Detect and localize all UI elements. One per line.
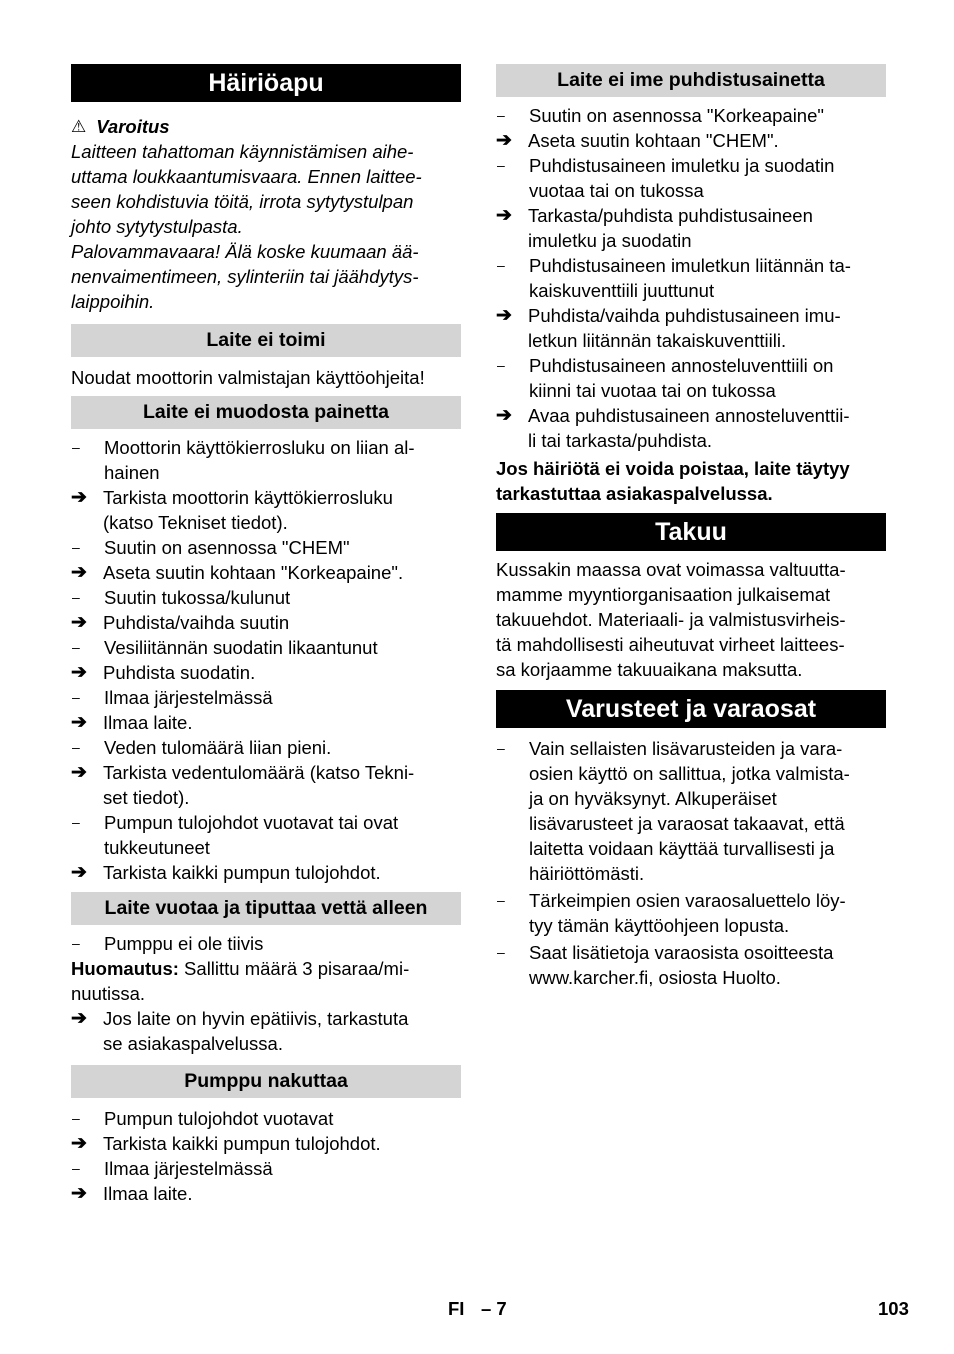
- warning-line: Laitteen tahattoman käynnistämisen aihe-: [71, 141, 414, 162]
- section-heading-laite-ei-toimi: Laite ei toimi: [71, 324, 461, 357]
- item-line: Puhdistusaineen imuletku ja suodatin: [529, 155, 835, 176]
- item-text: [103, 860, 381, 885]
- arrow-icon: ➔: [71, 562, 87, 583]
- action-item: [71, 710, 461, 735]
- dash-marker: –: [72, 814, 80, 830]
- action-item: [71, 760, 461, 810]
- item-text: [104, 585, 290, 610]
- item-text: [528, 128, 779, 153]
- item-line: set tiedot).: [103, 787, 190, 808]
- item-text: [103, 1181, 192, 1206]
- item-text: [103, 760, 414, 810]
- accessories-list: [496, 736, 886, 990]
- action-item: [71, 860, 461, 885]
- item-text: [103, 560, 403, 585]
- item-text: [104, 810, 398, 860]
- item-line: Tarkista kaikki pumpun tulojohdot.: [103, 1133, 381, 1154]
- arrow-icon: ➔: [71, 1008, 87, 1029]
- dash-marker: –: [497, 740, 505, 756]
- warning-line: Palovammavaara! Älä koske kuumaan ää-: [71, 241, 419, 262]
- item-text: [103, 610, 289, 635]
- item-text: [529, 888, 846, 938]
- cause-item: [71, 585, 461, 610]
- page-number: 103: [878, 1298, 909, 1319]
- item-line: Ilmaa järjestelmässä: [104, 1158, 273, 1179]
- item-text: [529, 103, 824, 128]
- item-text: [104, 435, 415, 485]
- item-line: ja on hyväksynyt. Alkuperäiset: [529, 788, 777, 809]
- item-line: kaiskuventtiili juuttunut: [529, 280, 715, 301]
- item-line: vuotaa tai on tukossa: [529, 180, 704, 201]
- item-line: Puhdistusaineen imuletkun liitännän ta-: [529, 255, 851, 276]
- item-text: [103, 710, 192, 735]
- item-text: [104, 535, 350, 560]
- item-line: Ilmaa laite.: [103, 712, 193, 733]
- trouble-list-pump: [71, 1106, 461, 1206]
- warranty-line: tä mahdollisesti aiheutuvat virheet laittees-: [496, 634, 845, 655]
- dash-marker: –: [497, 357, 505, 373]
- warning-block: [71, 114, 461, 314]
- dash-marker: –: [72, 439, 80, 455]
- item-text: [104, 1156, 273, 1181]
- dash-marker: –: [497, 944, 505, 960]
- action-item: [71, 660, 461, 685]
- trouble-list-detergent: [496, 103, 886, 453]
- note-text: Sallittu määrä 3 pisaraa/mi-: [178, 958, 410, 979]
- item-text: [528, 303, 841, 353]
- item-line: hainen: [104, 462, 160, 483]
- item-line: Saat lisätietoja varaosista osoitteesta: [529, 942, 834, 963]
- action-item: [71, 1181, 461, 1206]
- warning-line: uttama loukkaantumisvaara. Ennen laittee-: [71, 166, 422, 187]
- item-line: imuletku ja suodatin: [528, 230, 692, 251]
- item-line: Tarkasta/puhdista puhdistusaineen: [528, 205, 813, 226]
- item-text: [529, 736, 850, 886]
- warning-title-text: Varoitus: [96, 116, 170, 137]
- item-line: Vesiliitännän suodatin likaantunut: [104, 637, 378, 658]
- item-line: Tarkista vedentulomäärä (katso Tekni-: [103, 762, 415, 783]
- dash-marker: –: [72, 935, 80, 951]
- item-line: Avaa puhdistusaineen annosteluventtii-: [528, 405, 850, 426]
- item-line: Aseta suutin kohtaan "CHEM".: [528, 130, 779, 151]
- item-line: Suutin on asennossa "CHEM": [104, 537, 350, 558]
- arrow-icon: ➔: [71, 1133, 87, 1154]
- item-line: Pumpun tulojohdot vuotavat: [104, 1108, 334, 1129]
- action-item: [496, 403, 886, 453]
- item-line: Tärkeimpien osien varaosaluettelo löy-: [529, 890, 846, 911]
- item-line: Ilmaa järjestelmässä: [104, 687, 273, 708]
- item-line: (katso Tekniset tiedot).: [103, 512, 288, 533]
- section-heading-pumppu-nakuttaa: Pumppu nakuttaa: [71, 1065, 461, 1098]
- note-text-continued: nuutissa.: [71, 983, 146, 1004]
- arrow-icon: ➔: [496, 305, 512, 326]
- dash-marker: –: [72, 589, 80, 605]
- section-heading-laite-ei-muodosta-painetta: Laite ei muodosta painetta: [71, 396, 461, 429]
- dash-marker: –: [72, 1110, 80, 1126]
- cause-item: [71, 1106, 461, 1131]
- action-item: [496, 203, 886, 253]
- item-line: kiinni tai vuotaa tai on tukossa: [529, 380, 776, 401]
- warning-title: [71, 114, 461, 139]
- warning-line: nenvaimentimeen, sylinteriin tai jäähdytys-: [71, 266, 419, 287]
- item-text: [529, 940, 833, 990]
- item-line: Jos laite on hyvin epätiivis, tarkastuta: [103, 1008, 409, 1029]
- heading-takuu: Takuu: [496, 513, 886, 551]
- cause-item: [496, 353, 886, 403]
- dash-marker: –: [72, 689, 80, 705]
- warranty-line: takuuehdot. Materiaali- ja valmistusvirheis-: [496, 609, 846, 630]
- item-text: [103, 1131, 381, 1156]
- cause-item: [496, 888, 886, 938]
- item-text: [104, 1106, 333, 1131]
- item-text: [103, 485, 393, 535]
- cause-item: [71, 535, 461, 560]
- arrow-icon: ➔: [496, 405, 512, 426]
- arrow-icon: ➔: [71, 762, 87, 783]
- item-line: www.karcher.fi, osiosta Huolto.: [529, 967, 781, 988]
- item-line: Pumpun tulojohdot vuotavat tai ovat: [104, 812, 399, 833]
- item-line: li tai tarkasta/puhdista.: [528, 430, 713, 451]
- item-line: osien käyttö on sallittua, jotka valmista-: [529, 763, 850, 784]
- item-line: Puhdista/vaihda suutin: [103, 612, 290, 633]
- action-item: [496, 303, 886, 353]
- item-line: tyy tämän käyttöohjeen lopusta.: [529, 915, 790, 936]
- warning-triangle-icon: ⚠: [71, 117, 87, 136]
- dash-marker: –: [497, 257, 505, 273]
- item-line: Tarkista kaikki pumpun tulojohdot.: [103, 862, 381, 883]
- dash-marker: –: [72, 539, 80, 555]
- footer-language: FI: [448, 1298, 465, 1319]
- cause-item: [71, 435, 461, 485]
- arrow-icon: ➔: [71, 487, 87, 508]
- item-line: Puhdista suodatin.: [103, 662, 256, 683]
- item-line: Tarkista moottorin käyttökierrosluku: [103, 487, 393, 508]
- left-column: [71, 64, 461, 1206]
- dash-marker: –: [72, 1160, 80, 1176]
- item-line: häiriöttömästi.: [529, 863, 645, 884]
- cause-item: [496, 153, 886, 203]
- dash-marker: –: [497, 157, 505, 173]
- service-note: [496, 456, 886, 506]
- arrow-icon: ➔: [71, 662, 87, 683]
- dash-marker: –: [72, 739, 80, 755]
- warning-line: johto sytytystulpasta.: [71, 216, 243, 237]
- item-line: lisävarusteet ja varaosat takaavat, että: [529, 813, 845, 834]
- item-line: Suutin on asennossa "Korkeapaine": [529, 105, 824, 126]
- arrow-icon: ➔: [71, 862, 87, 883]
- heading-varusteet-ja-varaosat: Varusteet ja varaosat: [496, 690, 886, 728]
- item-line: Aseta suutin kohtaan "Korkeapaine".: [103, 562, 404, 583]
- item-line: Puhdista/vaihda puhdistusaineen imu-: [528, 305, 841, 326]
- item-text: [103, 660, 255, 685]
- action-item: [71, 485, 461, 535]
- item-text: [529, 153, 834, 203]
- dash-marker: –: [497, 892, 505, 908]
- cause-item: [71, 1156, 461, 1181]
- action-item: [71, 1006, 461, 1056]
- warranty-line: Kussakin maassa ovat voimassa valtuutta-: [496, 559, 846, 580]
- action-item: [71, 1131, 461, 1156]
- item-text: [528, 203, 813, 253]
- note-label: Huomautus:: [71, 958, 179, 979]
- cause-item: [71, 810, 461, 860]
- item-text: [103, 1006, 408, 1056]
- action-item: [496, 128, 886, 153]
- item-line: Moottorin käyttökierrosluku on liian al-: [104, 437, 415, 458]
- cause-item: [496, 253, 886, 303]
- warning-line: laippoihin.: [71, 291, 155, 312]
- warranty-line: sa korjaamme takuuaikana maksutta.: [496, 659, 803, 680]
- item-line: Puhdistusaineen annosteluventtiili on: [529, 355, 834, 376]
- action-item: [71, 560, 461, 585]
- cause-item: [496, 103, 886, 128]
- warning-line: seen kohdistuvia töitä, irrota sytytystulpan: [71, 191, 414, 212]
- right-column: [496, 64, 886, 990]
- cause-item: [496, 736, 886, 886]
- item-line: se asiakaspalvelussa.: [103, 1033, 283, 1054]
- action-item: [71, 610, 461, 635]
- item-line: Suutin tukossa/kulunut: [104, 587, 291, 608]
- warranty-paragraph: [496, 557, 886, 682]
- note-paragraph: [71, 956, 461, 981]
- cause-item: [71, 735, 461, 760]
- item-text: [104, 685, 273, 710]
- item-text: Pumppu ei ole tiivis: [104, 933, 264, 954]
- item-text: [528, 403, 850, 453]
- item-line: letkun liitännän takaiskuventtiili.: [528, 330, 787, 351]
- item-text: [529, 353, 833, 403]
- footer-section-page: – 7: [481, 1298, 507, 1319]
- dash-marker: –: [72, 639, 80, 655]
- arrow-icon: ➔: [496, 205, 512, 226]
- heading-hairioapu: Häiriöapu: [71, 64, 461, 102]
- trouble-list-leak: [71, 931, 461, 1056]
- dash-marker: –: [497, 107, 505, 123]
- service-note-line: Jos häiriötä ei voida poistaa, laite täytyy: [496, 458, 850, 479]
- service-note-line: tarkastuttaa asiakaspalvelussa.: [496, 483, 773, 504]
- item-line: Veden tulomäärä liian pieni.: [104, 737, 332, 758]
- item-line: Vain sellaisten lisävarusteiden ja vara-: [529, 738, 843, 759]
- item-text: [104, 735, 331, 760]
- arrow-icon: ➔: [496, 130, 512, 151]
- item-line: laitetta voidaan käyttää turvallisesti ja: [529, 838, 835, 859]
- warranty-line: mamme myyntiorganisaation julkaisemat: [496, 584, 831, 605]
- trouble-list-pressure: [71, 435, 461, 885]
- section-heading-laite-vuotaa: Laite vuotaa ja tiputtaa vettä alleen: [71, 892, 461, 925]
- item-line: tukkeutuneet: [104, 837, 210, 858]
- cause-item: [71, 931, 461, 956]
- item-line: Ilmaa laite.: [103, 1183, 193, 1204]
- arrow-icon: ➔: [71, 612, 87, 633]
- arrow-icon: ➔: [71, 712, 87, 733]
- item-text: [104, 635, 378, 660]
- cause-item: [496, 940, 886, 990]
- arrow-icon: ➔: [71, 1183, 87, 1204]
- cause-item: [71, 685, 461, 710]
- cause-item: [71, 635, 461, 660]
- section-text: Noudat moottorin valmistajan käyttöohjeita!: [71, 367, 425, 388]
- section-heading-laite-ei-ime: Laite ei ime puhdistusainetta: [496, 64, 886, 97]
- item-text: [529, 253, 851, 303]
